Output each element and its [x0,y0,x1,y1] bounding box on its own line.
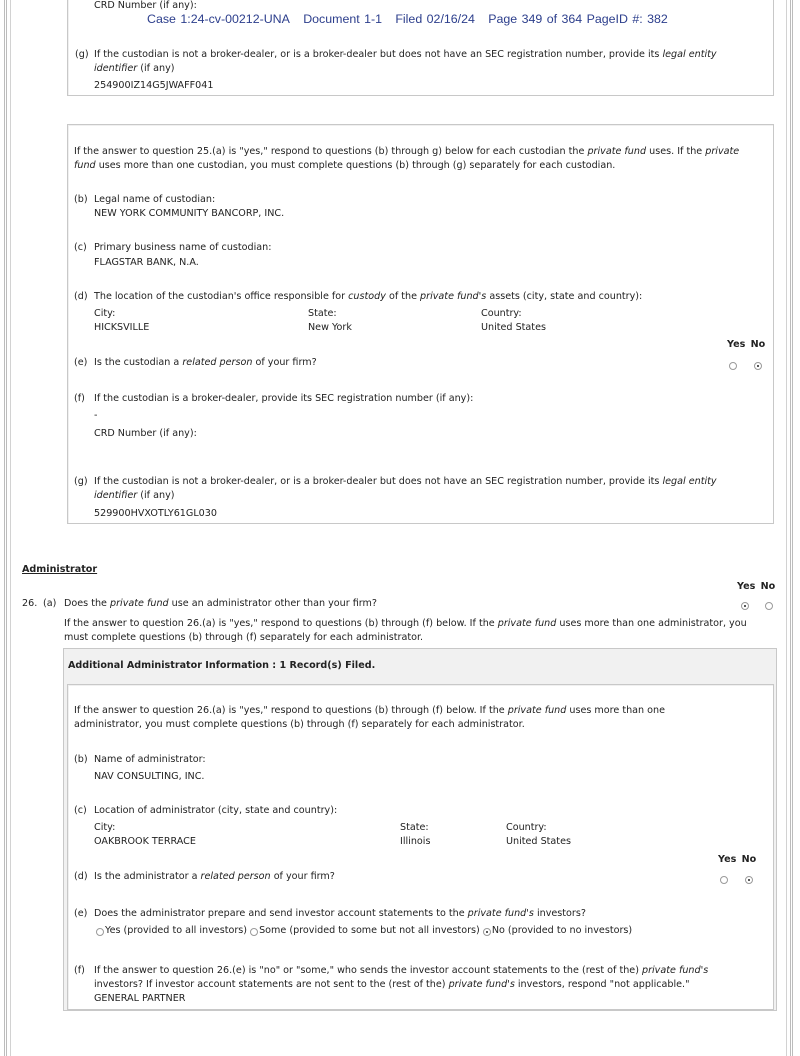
record-intro-text: If the answer to question 26.(a) is "yes," respond to questions (b) through (f) below. If the [74,705,508,716]
record-b-label: Name of administrator: [94,754,206,765]
custodian-yes-no-header: Yes No [727,339,766,350]
q26a-em: private fund [110,598,169,609]
custodian-intro-em-2: private [705,146,740,157]
custodian-b-value: NEW YORK COMMUNITY BANCORP, INC. [94,208,285,219]
custodian-c-letter: (c) [74,242,87,253]
stamp-filed: Filed 02/16/24 [395,12,475,26]
custodian-intro-text: If the answer to question 25.(a) is "yes," respond to questions (b) through g) below for each custodian the [74,146,588,157]
custodian-intro-1 [74,146,739,157]
record-intro-1 [74,705,665,716]
q26a-text: Does the [64,598,111,609]
stamp-page: Page 349 of 364 PageID #: 382 [488,12,668,26]
record-e-option-some-radio[interactable] [250,928,258,936]
record-city-value: OAKBROOK TERRACE [94,836,196,847]
custodian-d-em-2: private fund's [420,291,487,302]
custodian-c-label: Primary business name of custodian: [94,242,272,253]
q26a-letter: (a) [43,598,57,609]
record-d-letter: (d) [74,871,88,882]
custodian-d-letter: (d) [74,291,88,302]
custodian-d-em: custody [348,291,386,302]
record-f-text-2: investors? If investor account statements are not sent to the (rest of the) [94,979,449,990]
custodian-d-text-3: assets (city, state and country): [486,291,643,302]
prev-g-value: 254900IZ14G5JWAFF041 [94,80,214,91]
custodian-d-text-2: of the [385,291,421,302]
record-e-option-no-radio[interactable] [483,928,491,936]
records-header: Additional Administrator Information : 1 Record(s) Filed. [68,660,376,671]
case-stamp [147,12,668,26]
prev-g-letter: (g) [75,49,89,60]
custodian-e-letter: (e) [74,357,88,368]
record-e-option-yes-radio[interactable] [96,928,104,936]
custodian-g-text-2: (if any) [137,490,175,501]
record-intro-2: administrator, you must complete questions (b) through (f) separately for each administrator. [74,719,525,730]
record-state-value: Illinois [400,836,431,847]
record-e-option-some-label: Some (provided to some but not all investors) [259,925,480,936]
record-b-letter: (b) [74,754,88,765]
record-country-value: United States [506,836,571,847]
custodian-g-value: 529900HVXOTLY61GL030 [94,508,217,519]
record-state-label: State: [400,822,429,833]
custodian-country-label: Country: [481,308,522,319]
custodian-intro-text-3: uses more than one custodian, you must complete questions (b) through (g) separately for each custodian. [95,160,616,171]
custodian-intro-em-3: fund [74,160,96,171]
custodian-e-no-radio[interactable] [754,362,762,370]
q26a-note-text-2: uses more than one administrator, you [556,618,747,629]
custodian-country-value: United States [481,322,546,333]
q26a-note-1 [64,618,747,629]
custodian-f-value: - [94,410,98,421]
record-e-text-2: investors? [533,908,586,919]
record-e-option-yes-label: Yes (provided to all investors) [105,925,248,936]
record-yes-no-header: Yes No [718,854,757,865]
record-f-letter: (f) [74,965,85,976]
custodian-state-value: New York [308,322,352,333]
prev-g-question-2 [94,63,174,74]
prev-g-em-2: identifier [94,63,138,74]
record-d-text: Is the administrator a [94,871,201,882]
custodian-d-label [94,291,642,302]
record-city-label: City: [94,822,116,833]
prev-g-text-2: (if any) [137,63,175,74]
record-f-text: If the answer to question 26.(e) is "no" or "some," who sends the investor account statements to the (rest of the) [94,965,642,976]
record-e-option-no-label: No (provided to no investors) [491,925,633,936]
q26a-yes-no-header: Yes No [737,581,776,592]
record-d-label [94,871,335,882]
record-f-question-2 [94,979,690,990]
custodian-intro-2 [74,160,615,171]
custodian-e-yes-radio[interactable] [729,362,737,370]
custodian-c-value: FLAGSTAR BANK, N.A. [94,257,199,268]
record-b-value: NAV CONSULTING, INC. [94,771,205,782]
q26a-text-2: use an administrator other than your firm? [168,598,377,609]
custodian-intro-text-2: uses. If the [646,146,706,157]
q26a-no-radio[interactable] [765,602,773,610]
prev-g-text: If the custodian is not a broker-dealer, or is a broker-dealer but does not have an SEC registration number, provide its [94,49,663,60]
q26a-note-em: private fund [497,618,557,629]
custodian-d-text: The location of the custodian's office responsible for [94,291,349,302]
prev-g-em: legal entity [662,49,717,60]
record-f-em: private fund's [641,965,709,976]
administrator-section-title: Administrator [22,564,98,575]
record-country-label: Country: [506,822,547,833]
record-e-label [94,908,586,919]
custodian-box [67,124,774,524]
custodian-b-letter: (b) [74,194,88,205]
custodian-g-question [94,476,717,487]
stamp-document: Document 1-1 [303,12,383,26]
prev-crd-label: CRD Number (if any): [94,0,197,11]
record-d-no-radio[interactable] [745,876,753,884]
custodian-g-em-2: identifier [94,490,138,501]
record-e-options [96,925,632,936]
q26a-label [64,598,377,609]
q26a-note-text: If the answer to question 26.(a) is "yes," respond to questions (b) through (f) below. If the [64,618,498,629]
record-d-em: related person [200,871,271,882]
record-intro-text-2: uses more than one [566,705,666,716]
custodian-city-label: City: [94,308,116,319]
custodian-e-label [94,357,317,368]
custodian-f-letter: (f) [74,393,85,404]
custodian-g-em: legal entity [662,476,717,487]
record-e-letter: (e) [74,908,88,919]
record-f-text-3: investors, respond "not applicable." [514,979,690,990]
q26a-note-2: must complete questions (b) through (f) separately for each administrator. [64,632,424,643]
prev-g-question [94,49,717,60]
custodian-g-letter: (g) [74,476,88,487]
custodian-city-value: HICKSVILLE [94,322,150,333]
custodian-e-em: related person [182,357,253,368]
stamp-case: Case 1:24-cv-00212-UNA [147,12,290,26]
custodian-b-label: Legal name of custodian: [94,194,216,205]
record-e-em: private fund's [467,908,534,919]
custodian-e-text: Is the custodian a [94,357,183,368]
custodian-f-crd-label: CRD Number (if any): [94,428,197,439]
custodian-e-text-2: of your firm? [252,357,317,368]
custodian-f-label: If the custodian is a broker-dealer, provide its SEC registration number (if any): [94,393,474,404]
record-c-label: Location of administrator (city, state and country): [94,805,338,816]
q26a-number: 26. [22,598,38,609]
record-f-em-2: private fund's [448,979,515,990]
record-f-question-1 [94,965,708,976]
q26a-yes-radio[interactable] [741,602,749,610]
record-c-letter: (c) [74,805,87,816]
custodian-intro-em: private fund [587,146,647,157]
record-f-value: GENERAL PARTNER [94,993,186,1004]
custodian-g-text: If the custodian is not a broker-dealer, or is a broker-dealer but does not have an SEC registration number, provide its [94,476,663,487]
record-intro-em: private fund [507,705,567,716]
record-e-text: Does the administrator prepare and send investor account statements to the [94,908,468,919]
administrator-record-box [67,684,774,1010]
record-d-yes-radio[interactable] [720,876,728,884]
record-d-text-2: of your firm? [270,871,335,882]
custodian-state-label: State: [308,308,337,319]
custodian-g-question-2 [94,490,174,501]
